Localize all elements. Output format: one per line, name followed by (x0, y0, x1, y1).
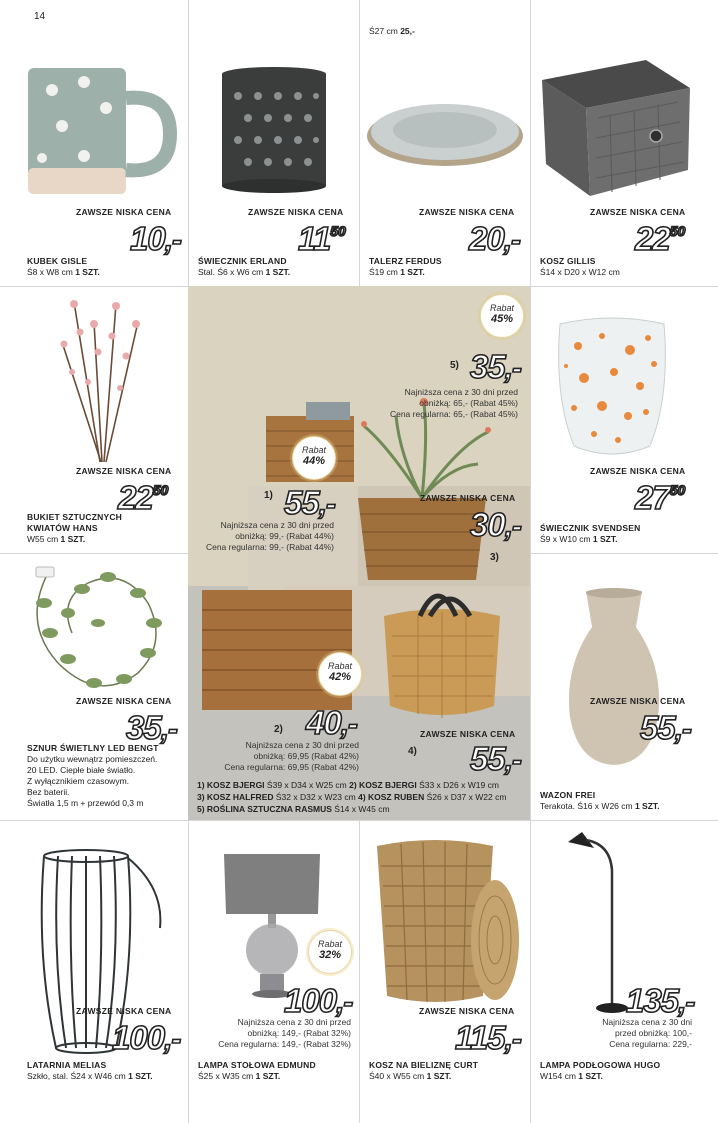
product-name: LATARNIA MELIAS (27, 1060, 107, 1070)
product-desc: Ś9 x W10 cm 1 SZT. (540, 534, 618, 544)
price-tag: 55,- (640, 709, 692, 746)
product-desc: Ś40 x W55 cm 1 SZT. (369, 1071, 452, 1081)
always-low-price-badge: ZAWSZE NISKA CENA (590, 207, 686, 217)
price-tag: 35,- (470, 348, 522, 385)
product-name: ŚWIECZNIK ERLAND (198, 256, 287, 266)
product-talerz-ferdus[interactable] (359, 0, 530, 286)
product-name: ŚWIECZNIK SVENDSEN (540, 523, 641, 533)
price-tag: 10,- (130, 220, 182, 257)
price-tag: 100,- (112, 1019, 181, 1056)
product-name: TALERZ FERDUS (369, 256, 442, 266)
page-number: 14 (34, 11, 46, 22)
price-tag: 40,- (306, 704, 358, 741)
price-tag: 2750 (635, 479, 686, 516)
product-name: LAMPA PODŁOGOWA HUGO (540, 1060, 661, 1070)
item-number: 1) (264, 490, 273, 501)
product-kosz-gillis[interactable] (530, 0, 718, 286)
flower-bouquet-image (54, 292, 150, 464)
product-latarnia-melias[interactable] (0, 820, 188, 1123)
product-kosz-curt[interactable] (359, 820, 530, 1123)
candle-holder-image (218, 66, 330, 194)
product-desc: Ś25 x W35 cm 1 SZT. (198, 1071, 281, 1081)
price-tag: 30,- (470, 506, 522, 543)
product-name: KOSZ GILLIS (540, 256, 596, 266)
price-tag: 115,- (455, 1019, 521, 1056)
price-tag: 100,- (284, 982, 353, 1019)
led-garland-image (28, 563, 168, 713)
scene-legend: 1) KOSZ BJERGI Ś39 x D34 x W25 cm 2) KOSZ BJERGI Ś33 x D26 x W19 cm 3) KOSZ HALFRED Ś32 x D32 x W23 cm 4) KOSZ RUBEN Ś26 x D37 x W22 cm 5) ROŚLINA SZTUCZNA RASMUS Ś14 x W45 cm (197, 780, 507, 814)
variant-size: Ś27 cm 25,- (369, 26, 415, 36)
price-history-note: Najniższa cena z 30 dni przed obniżką: 149,- (Rabat 32%) Cena regularna: 149,- (Rabat 32%) (218, 1017, 351, 1049)
product-desc: Ś8 x W8 cm 1 SZT. (27, 267, 100, 277)
product-desc: W154 cm 1 SZT. (540, 1071, 603, 1081)
product-desc: W55 cm 1 SZT. (27, 534, 86, 544)
always-low-price-badge: ZAWSZE NISKA CENA (76, 207, 172, 217)
product-desc: Do użytku wewnątrz pomieszczeń. 20 LED. Ciepłe białe światło. Z wyłącznikiem czasowym. Bez baterii. Światła 1,5 m + przewód 0,3 m (27, 754, 158, 808)
product-kubek-gisle[interactable] (0, 0, 188, 286)
basket-scene (188, 286, 530, 820)
storage-box-image (538, 58, 694, 198)
product-desc: Szkło, stal. Ś24 x W46 cm 1 SZT. (27, 1071, 153, 1081)
item-number: 3) (490, 552, 499, 563)
item-number: 4) (408, 746, 417, 757)
price-tag: 2250 (635, 220, 686, 257)
discount-badge: Rabat 42% (318, 652, 362, 696)
always-low-price-badge: ZAWSZE NISKA CENA (76, 466, 172, 476)
product-name: LAMPA STOŁOWA EDMUND (198, 1060, 316, 1070)
price-history-note: Najniższa cena z 30 dni przed obniżką: 65,- (Rabat 45%) Cena regularna: 65,- (Rabat 45%) (389, 387, 518, 419)
always-low-price-badge: ZAWSZE NISKA CENA (248, 207, 344, 217)
product-desc: Ś14 x D20 x W12 cm (540, 267, 620, 277)
discount-badge: Rabat 44% (292, 436, 336, 480)
product-sznur-bengt[interactable] (0, 553, 188, 820)
glass-candle-holder-image (554, 316, 670, 458)
product-lampa-edmund[interactable] (188, 820, 359, 1123)
always-low-price-badge: ZAWSZE NISKA CENA (419, 1006, 515, 1016)
price-tag: 135,- (626, 982, 695, 1019)
always-low-price-badge: ZAWSZE NISKA CENA (590, 696, 686, 706)
price-tag: 20,- (469, 220, 521, 257)
product-name: KWIATÓW HANS (27, 523, 98, 533)
price-history-note: Najniższa cena z 30 dni przed obniżką: 100,- Cena regularna: 229,- (602, 1017, 692, 1049)
product-wazon-frei[interactable] (530, 553, 718, 820)
product-lampa-hugo[interactable] (530, 820, 718, 1123)
item-number: 5) (450, 360, 459, 371)
price-history-note: Najniższa cena z 30 dni przed obniżką: 69,95 (Rabat 42%) Cena regularna: 69,95 (Rabat 42%) (224, 740, 359, 772)
plate-image (365, 96, 525, 168)
always-low-price-badge: ZAWSZE NISKA CENA (76, 696, 172, 706)
product-name: WAZON FREI (540, 790, 596, 800)
price-tag: 55,- (470, 740, 522, 777)
price-tag: 35,- (126, 709, 178, 746)
product-desc: Terakota. Ś16 x W26 cm 1 SZT. (540, 801, 660, 811)
price-history-note: Najniższa cena z 30 dni przed obniżką: 99,- (Rabat 44%) Cena regularna: 99,- (Rabat 44%) (205, 520, 334, 552)
price-tag: 55,- (284, 484, 336, 521)
mug-image (22, 60, 182, 200)
product-name: BUKIET SZTUCZNYCH (27, 512, 123, 522)
product-name: SZNUR ŚWIETLNY LED BENGT (27, 743, 159, 753)
always-low-price-badge: ZAWSZE NISKA CENA (420, 493, 516, 503)
price-tag: 2250 (118, 479, 169, 516)
always-low-price-badge: ZAWSZE NISKA CENA (76, 1006, 172, 1016)
table-lamp-image (222, 850, 322, 1000)
product-desc: Ś19 cm 1 SZT. (369, 267, 425, 277)
item-number: 2) (274, 724, 283, 735)
product-desc: Stal. Ś6 x W6 cm 1 SZT. (198, 267, 291, 277)
product-swiecznik-erland[interactable] (188, 0, 359, 286)
price-tag: 1150 (298, 220, 346, 257)
discount-badge: Rabat 32% (308, 930, 352, 974)
always-low-price-badge: ZAWSZE NISKA CENA (590, 466, 686, 476)
product-name: KUBEK GISLE (27, 256, 88, 266)
product-bukiet-hans[interactable] (0, 286, 188, 553)
always-low-price-badge: ZAWSZE NISKA CENA (419, 207, 515, 217)
always-low-price-badge: ZAWSZE NISKA CENA (420, 729, 516, 739)
discount-badge: Rabat 45% (480, 294, 524, 338)
product-name: KOSZ NA BIELIZNĘ CURT (369, 1060, 479, 1070)
product-swiecznik-svendsen[interactable] (530, 286, 718, 553)
laundry-basket-image (371, 836, 521, 1006)
